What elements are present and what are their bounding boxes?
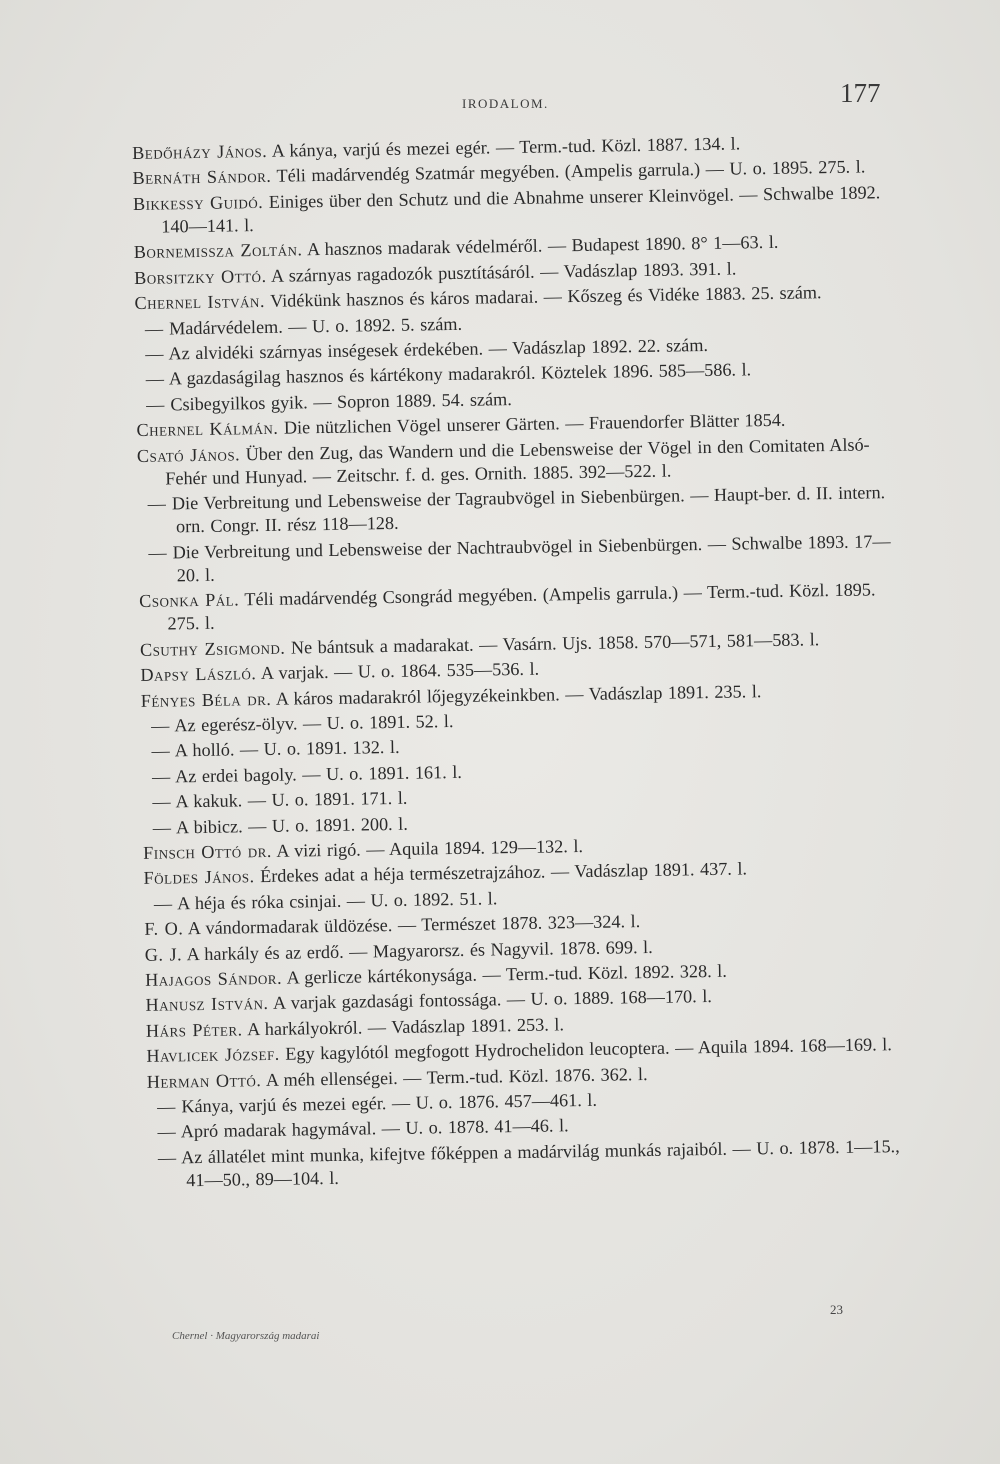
ditto-dash: —	[144, 318, 164, 339]
ditto-dash: —	[151, 740, 171, 762]
entry-author: Bedőházy János.	[132, 140, 268, 163]
entry-author: Havlicek József.	[146, 1043, 280, 1067]
entry-citation: Érdekes adat a héja természetrajzához. — Vadászlap 1891. 437. l.	[254, 858, 748, 887]
entry-citation: Téli madárvendég Csongrád megyében. (Ampelis garrula.) — Term.-tud. Közl. 1895. 275. l.	[167, 579, 876, 634]
ditto-dash: —	[157, 1147, 177, 1168]
ditto-dash: —	[151, 766, 171, 787]
entry-citation: Csibegyilkos gyik. — Sopron 1889. 54. szám.	[164, 388, 512, 415]
entry-citation: A kakuk. — U. o. 1891. 171. l.	[170, 787, 408, 812]
entry-citation: A varjak gazdasági fontossága. — U. o. 1889. 168—170. l.	[268, 986, 713, 1014]
entry-author: Chernel Kálmán.	[136, 417, 279, 441]
entry-citation: A hasznos madarak védelméről. — Budapest 1890. 8° 1—63. l.	[302, 232, 779, 260]
entry-author: Herman Ottó.	[146, 1069, 262, 1092]
entry-author: Csató János.	[136, 443, 241, 466]
ditto-dash: —	[156, 1096, 176, 1117]
entry-citation: A harkály és az erdő. — Magyarorsz. és Nagyvil. 1878. 699. l.	[181, 936, 653, 964]
entry-citation: A vizi rigó. — Aquila 1894. 129—132. l.	[271, 836, 584, 861]
entry-citation: Die nützlichen Vögel unserer Gärten. — Frauendorfer Blätter 1854.	[278, 409, 786, 438]
entry-author: Hárs Péter.	[145, 1019, 243, 1041]
entry-citation: Az egerész-ölyv. — U. o. 1891. 52. l.	[169, 711, 454, 736]
entry-citation: A bibicz. — U. o. 1891. 200. l.	[171, 813, 408, 838]
entry-author: Bornemissza Zoltán.	[133, 239, 303, 263]
entry-citation: Die Verbreitung und Lebensweise der Tagraubvögel in Siebenbürgen. — Haupt-ber. d. II. intern. orn. Congr. II. rész 118—128.	[166, 482, 886, 537]
ditto-dash: —	[151, 715, 171, 736]
ditto-dash: —	[145, 368, 165, 390]
entry-author: G. J.	[144, 943, 183, 965]
ditto-dash: —	[148, 542, 168, 563]
entry-citation: A káros madarakról lőjegyzékeinkben. — Vadászlap 1891. 235. l.	[271, 680, 762, 709]
ditto-dash: —	[153, 893, 173, 914]
entry-citation: A gerlicze kártékonysága. — Term.-tud. Közl. 1892. 328. l.	[281, 960, 727, 988]
entry-citation: Über den Zug, das Wandern und die Lebensweise der Vögel in den Comitaten Alsó-Fehér und Hunyad. — Zeitschr. f. d. ges. Ornith. 1885. 392—522. l.	[165, 433, 870, 489]
entry-citation: Az erdei bagoly. — U. o. 1891. 161. l.	[170, 761, 462, 787]
entry-citation: Az állatélet mint munka, kifejtve főképpen a madárvilág munkás rajaiból. — U. o. 1878. 1—15., 41—50., 89—104. l.	[176, 1135, 900, 1191]
ditto-dash: —	[157, 1121, 177, 1143]
entry-citation: Az alvidéki szárnyas inségesek érdekében. — Vadászlap 1892. 22. szám.	[163, 334, 709, 364]
entry-citation: A vándormadarak üldözése. — Természet 1878. 323—324. l.	[183, 911, 641, 939]
entry-author: Hanusz István.	[145, 993, 269, 1016]
entry-citation: A harkályokról. — Vadászlap 1891. 253. l.	[242, 1014, 565, 1040]
entry-citation: A gazdaságilag hasznos és kártékony madarakról. Köztelek 1896. 585—586. l.	[164, 359, 752, 389]
entry-citation: Ne bántsuk a madarakat. — Vasárn. Ujs. 1858. 570—571, 581—583. l.	[285, 629, 820, 658]
entry-citation: Egy kagylótól megfogott Hydrochelidon leucoptera. — Aquila 1894. 168—169. l.	[279, 1034, 892, 1064]
entry-author: Csuthy Zsigmond.	[139, 637, 286, 660]
entry-citation: Madárvédelem. — U. o. 1892. 5. szám.	[163, 313, 463, 339]
entry-author: Földes János.	[143, 866, 255, 889]
ditto-dash: —	[152, 817, 172, 838]
ditto-dash: —	[152, 791, 172, 812]
entry-citation: Einiges über den Schutz und die Abnahme unserer Kleinvögel. — Schwalbe 1892. 140—141. l.	[161, 182, 881, 237]
printer-signature: 23	[830, 1302, 843, 1317]
entry-author: F. O.	[144, 918, 184, 940]
footer-credit: Chernel · Magyarország madarai	[172, 1330, 320, 1342]
entry-citation: A holló. — U. o. 1891. 132. l.	[170, 737, 400, 761]
bibliography-entry	[148, 1134, 919, 1192]
entry-author: Bernáth Sándor.	[132, 166, 272, 189]
entry-author: Dapsy László.	[140, 663, 257, 686]
entry-citation: A héja és róka csinjai. — U. o. 1892. 51. l.	[172, 888, 498, 914]
running-header: IRODALOM.	[462, 96, 549, 111]
entry-author: Bikkessy Guidó.	[132, 191, 264, 214]
ditto-dash: —	[145, 343, 165, 364]
ditto-dash: —	[145, 394, 165, 415]
entry-citation: Apró madarak hagymával. — U. o. 1878. 41—46. l.	[176, 1115, 569, 1142]
entry-citation: Téli madárvendég Szatmár megyében. (Ampelis garrula.) — U. o. 1895. 275. l.	[271, 156, 866, 187]
entry-author: Finsch Ottó dr.	[143, 840, 273, 863]
entry-citation: Vidékünk hasznos és káros madarai. — Kőszeg és Vidéke 1883. 25. szám.	[264, 282, 822, 312]
entry-author: Csonka Pál.	[139, 589, 240, 612]
entry-citation: Kánya, varjú és mezei egér. — U. o. 1876. 457—461. l.	[175, 1089, 598, 1117]
entry-citation: A varjak. — U. o. 1864. 535—536. l.	[256, 658, 540, 684]
entry-author: Borsitzky Ottó.	[133, 265, 267, 288]
entry-author: Fényes Béla dr.	[140, 688, 272, 711]
entry-citation: Die Verbreitung und Lebensweise der Nachtraubvögel in Siebenbürgen. — Schwalbe 1893. 17—20. l.	[166, 530, 891, 586]
entry-author: Chernel István.	[134, 291, 266, 314]
entry-citation: A méh ellenségei. — Term.-tud. Közl. 1876. 362. l.	[261, 1063, 648, 1090]
page-number: 177	[840, 78, 881, 108]
bibliography-list	[132, 130, 918, 1195]
ditto-dash: —	[147, 493, 167, 514]
entry-citation: A szárnyas ragadozók pusztításáról. — Vadászlap 1893. 391. l.	[266, 258, 737, 286]
entry-author: Hajagos Sándor.	[145, 967, 283, 990]
entry-citation: A kánya, varjú és mezei egér. — Term.-tud. Közl. 1887. 134. l.	[267, 133, 741, 161]
